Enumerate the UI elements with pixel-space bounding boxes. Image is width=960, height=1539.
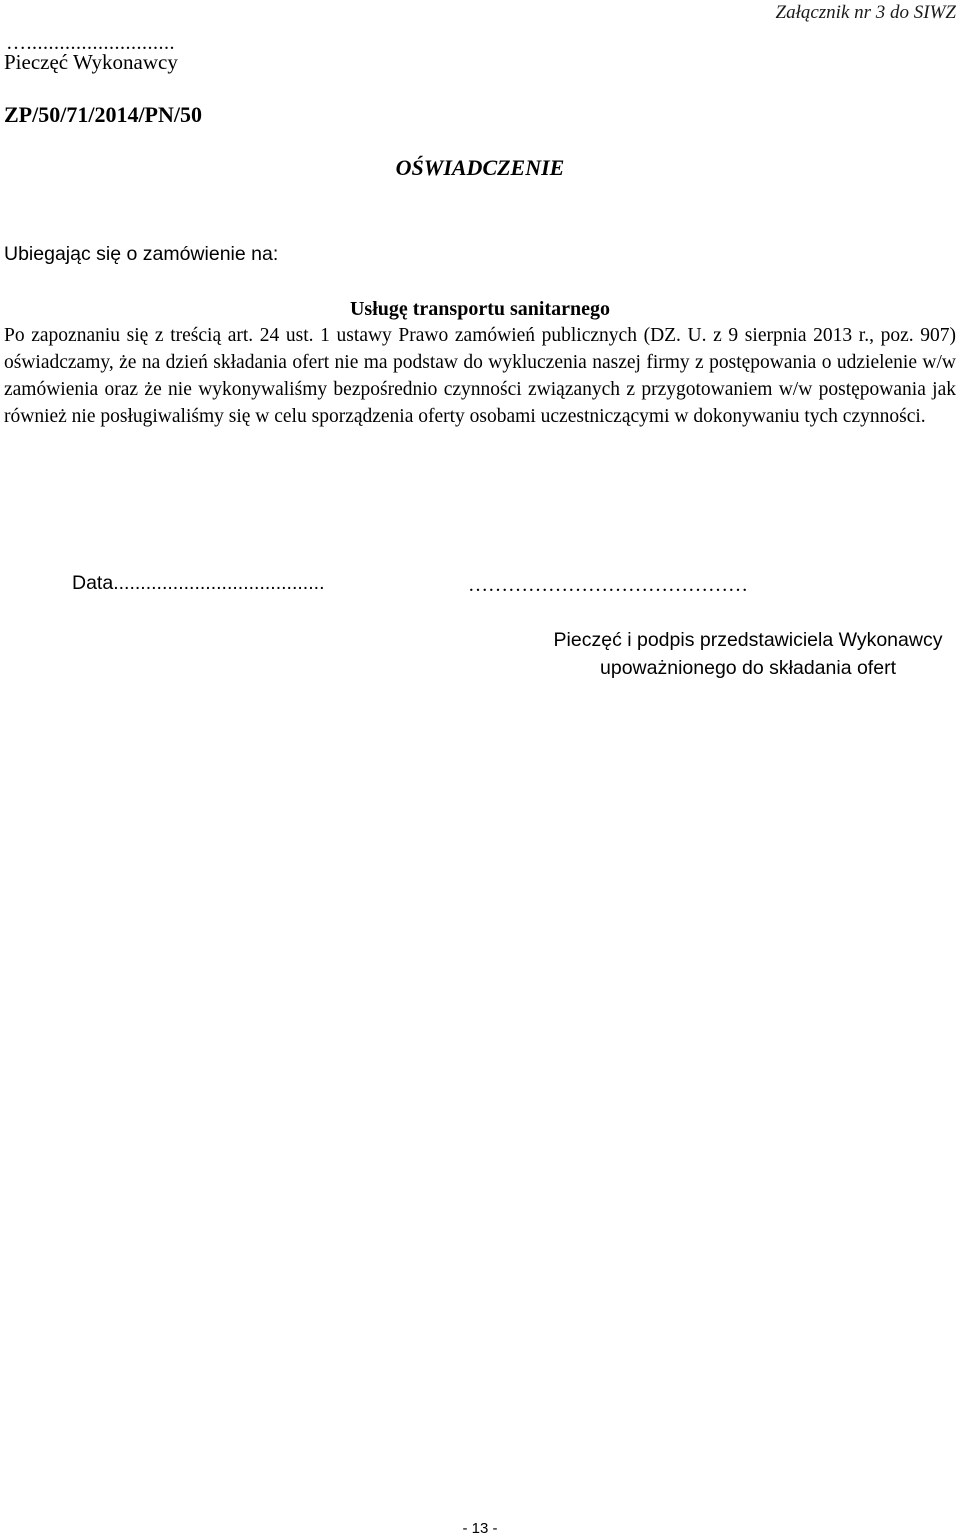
order-subject: Usługę transportu sanitarnego <box>349 298 610 320</box>
intro-line: Ubiegając się o zamówienie na: <box>4 243 279 265</box>
stamp-placeholder-dots: …........................... <box>6 32 175 54</box>
reference-number: ZP/50/71/2014/PN/50 <box>4 102 202 127</box>
contractor-stamp-label: Pieczęć Wykonawcy <box>4 50 178 74</box>
page-number: - 13 - <box>462 1520 498 1537</box>
document-title: OŚWIADCZENIE <box>395 155 565 180</box>
signature-line: …………………………………… <box>468 574 748 596</box>
declaration-body: Po zapoznaniu się z treścią art. 24 ust. 1 ustawy Prawo zamówień publicznych (DZ. U. z 9 sierpnia 2013 r., poz. 907) oświadczamy, że na dzień składania ofert nie ma podstaw do wykluczenia naszej firmy z postępowania o udzielenie w/w zamówienia oraz że nie wykonywaliśmy bezpośrednio czynności związanych z przygotowaniem w/w postępowania jak również nie posługiwaliśmy się w celu sporządzenia oferty osobami uczestniczącymi w dokonywaniu tych czynności. <box>4 325 956 427</box>
attachment-label: Załącznik nr 3 do SIWZ <box>775 2 956 23</box>
date-field: Data....................................... <box>72 572 325 594</box>
signature-caption: Pieczęć i podpis przedstawiciela Wykonawcy upoważnionego do składania ofert <box>553 629 943 679</box>
